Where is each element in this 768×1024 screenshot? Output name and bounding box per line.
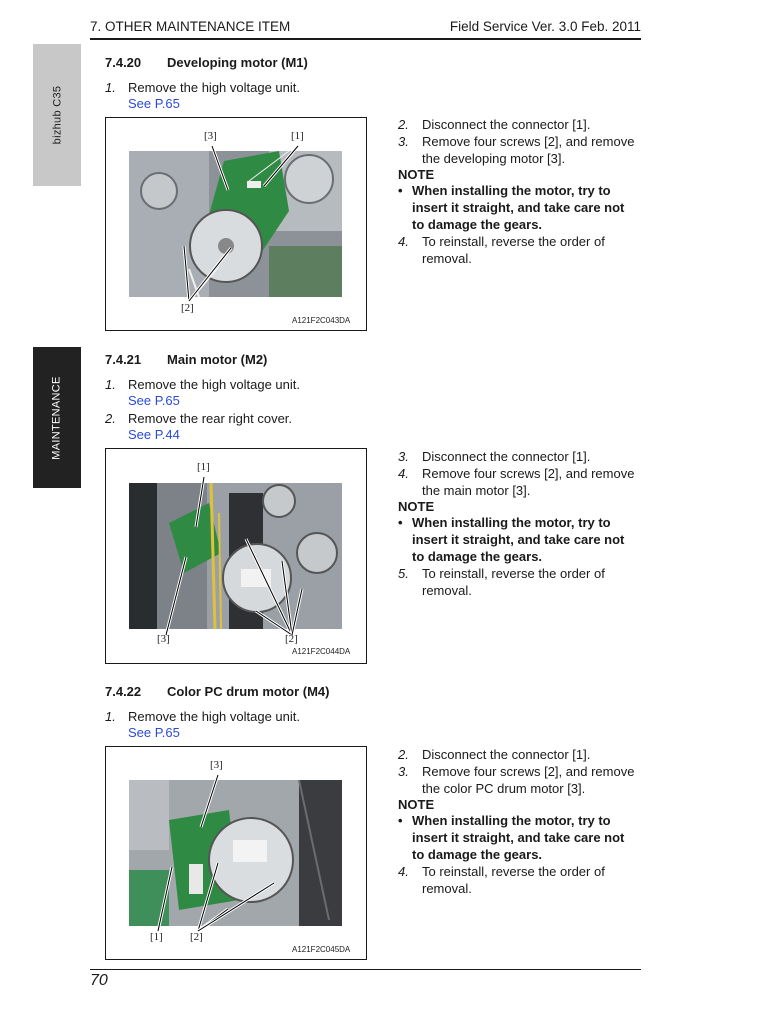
step-item xyxy=(398,465,648,499)
step-item xyxy=(398,133,648,167)
section-title: Color PC drum motor (M4) xyxy=(167,684,330,699)
section-number: 7.4.21 xyxy=(105,352,142,367)
note-heading: NOTE xyxy=(398,499,435,514)
figure-code: A121F2C045DA xyxy=(292,945,351,954)
note-bullet xyxy=(398,514,648,565)
note-text: When installing the motor, try to insert it straight, and take care not to damage the gears. xyxy=(412,183,625,232)
callout-leaders xyxy=(106,449,366,663)
section-title: Developing motor (M1) xyxy=(167,55,308,70)
step-text: To reinstall, reverse the order of removal. xyxy=(422,864,605,896)
note-text: When installing the motor, try to insert it straight, and take care not to damage the gears. xyxy=(412,813,625,862)
step-item xyxy=(105,708,300,725)
figure-color-pc-drum-motor xyxy=(105,746,367,960)
step-text: Remove the rear right cover. xyxy=(128,411,293,426)
page-number: 70 xyxy=(90,972,108,989)
step-item xyxy=(398,233,648,267)
bullet-mark: • xyxy=(398,183,403,198)
step-text: Remove four screws [2], and remove the color PC drum motor [3]. xyxy=(422,764,635,796)
section-heading xyxy=(105,684,330,699)
step-number: 3. xyxy=(398,764,409,779)
section-heading xyxy=(105,55,308,70)
step-number: 3. xyxy=(398,449,409,464)
section-tab xyxy=(33,347,81,488)
step-number: 1. xyxy=(105,709,116,724)
callout-label: [2] xyxy=(285,633,298,645)
callout-label: [1] xyxy=(150,931,163,943)
step-number: 2. xyxy=(398,117,409,132)
step-text: To reinstall, reverse the order of removal. xyxy=(422,566,605,598)
callout-label: [2] xyxy=(190,931,203,943)
callout-leaders xyxy=(106,118,366,330)
model-tab-label: bizhub C35 xyxy=(51,85,63,145)
callout-label: [1] xyxy=(291,130,304,142)
step-number: 3. xyxy=(398,134,409,149)
step-text: Remove the high voltage unit. xyxy=(128,377,300,392)
step-number: 2. xyxy=(105,411,116,426)
version-label: Field Service Ver. 3.0 Feb. 2011 xyxy=(449,19,641,34)
step-item xyxy=(398,763,648,797)
step-text: Remove four screws [2], and remove the main motor [3]. xyxy=(422,466,635,498)
step-number: 4. xyxy=(398,234,409,249)
page-reference-link[interactable]: See P.65 xyxy=(128,96,180,111)
note-bullet xyxy=(398,812,648,863)
section-title: Main motor (M2) xyxy=(167,352,268,367)
figure-main-motor xyxy=(105,448,367,664)
step-text: Remove four screws [2], and remove the developing motor [3]. xyxy=(422,134,635,166)
figure-code: A121F2C043DA xyxy=(292,316,351,325)
section-number: 7.4.20 xyxy=(105,55,142,70)
note-heading: NOTE xyxy=(398,167,435,182)
step-item xyxy=(398,448,648,465)
step-number: 1. xyxy=(105,377,116,392)
bullet-mark: • xyxy=(398,515,403,530)
header-divider xyxy=(90,38,641,40)
step-number: 5. xyxy=(398,566,409,581)
step-item xyxy=(398,746,648,763)
instruction-block xyxy=(398,116,648,267)
step-item xyxy=(398,565,648,599)
footer-divider xyxy=(90,969,641,970)
note-heading: NOTE xyxy=(398,797,435,812)
step-text: Remove the high voltage unit. xyxy=(128,709,300,724)
instruction-block xyxy=(398,746,648,897)
step-text: Disconnect the connector [1]. xyxy=(422,747,591,762)
step-number: 4. xyxy=(398,466,409,481)
step-text: Disconnect the connector [1]. xyxy=(422,449,591,464)
section-heading xyxy=(105,352,267,367)
chapter-title: 7. OTHER MAINTENANCE ITEM xyxy=(90,19,291,34)
model-tab xyxy=(33,44,81,186)
step-item xyxy=(398,863,648,897)
page-reference-link[interactable]: See P.65 xyxy=(128,725,180,740)
section-tab-label: MAINTENANCE xyxy=(51,375,63,460)
step-text: Remove the high voltage unit. xyxy=(128,80,300,95)
callout-leaders xyxy=(106,747,366,959)
step-text: Disconnect the connector [1]. xyxy=(422,117,591,132)
page-reference-link[interactable]: See P.44 xyxy=(128,427,180,442)
callout-label: [2] xyxy=(181,302,194,314)
callout-label: [3] xyxy=(204,130,217,142)
note-text: When installing the motor, try to insert it straight, and take care not to damage the gears. xyxy=(412,515,625,564)
callout-label: [3] xyxy=(157,633,170,645)
step-item xyxy=(398,116,648,133)
section-number: 7.4.22 xyxy=(105,684,142,699)
callout-label: [1] xyxy=(197,461,210,473)
step-item xyxy=(105,410,292,427)
bullet-mark: • xyxy=(398,813,403,828)
step-number: 1. xyxy=(105,80,116,95)
figure-developing-motor xyxy=(105,117,367,331)
step-number: 2. xyxy=(398,747,409,762)
step-text: To reinstall, reverse the order of removal. xyxy=(422,234,605,266)
instruction-block xyxy=(398,448,648,599)
step-item xyxy=(105,376,300,393)
note-bullet xyxy=(398,182,648,233)
page-reference-link[interactable]: See P.65 xyxy=(128,393,180,408)
callout-label: [3] xyxy=(210,759,223,771)
step-number: 4. xyxy=(398,864,409,879)
figure-code: A121F2C044DA xyxy=(292,647,351,656)
step-item xyxy=(105,79,300,96)
